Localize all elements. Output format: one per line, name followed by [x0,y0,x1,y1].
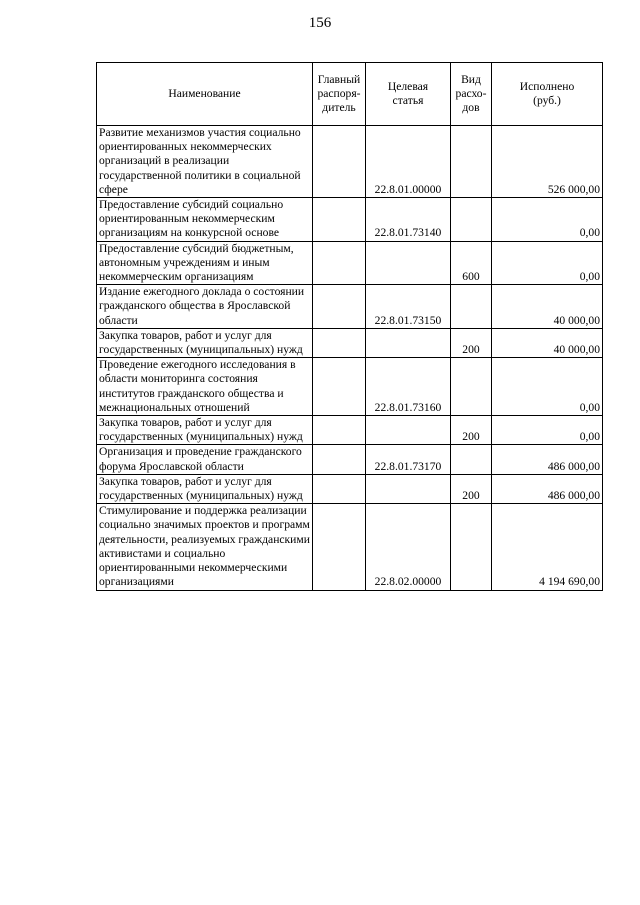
cell-sum: 486 000,00 [492,445,603,474]
cell-name: Закупка товаров, работ и услуг для государственных (муниципальных) нужд [97,474,313,503]
table-row [97,328,603,357]
header-code: Целевая статья [366,63,451,126]
cell-type: 200 [451,416,492,445]
cell-manager [313,474,366,503]
cell-code [366,328,451,357]
cell-sum: 4 194 690,00 [492,504,603,590]
cell-sum: 0,00 [492,241,603,285]
table-row [97,445,603,474]
cell-name: Издание ежегодного доклада о состоянии гражданского общества в Ярославской области [97,285,313,329]
cell-name: Организация и проведение гражданского форума Ярославской области [97,445,313,474]
cell-name: Закупка товаров, работ и услуг для государственных (муниципальных) нужд [97,416,313,445]
cell-sum: 0,00 [492,358,603,416]
table-body [97,126,603,591]
cell-code: 22.8.01.73160 [366,358,451,416]
cell-code [366,241,451,285]
table-row [97,504,603,590]
cell-sum: 526 000,00 [492,126,603,198]
header-type: Вид расхо- дов [451,63,492,126]
cell-type [451,445,492,474]
table-row [97,416,603,445]
cell-code: 22.8.01.00000 [366,126,451,198]
cell-sum: 40 000,00 [492,285,603,329]
cell-sum: 0,00 [492,198,603,242]
budget-table [96,62,603,591]
cell-code [366,416,451,445]
cell-code: 22.8.01.73150 [366,285,451,329]
cell-sum: 40 000,00 [492,328,603,357]
cell-manager [313,198,366,242]
table-header-row [97,63,603,126]
cell-code [366,474,451,503]
table-row [97,198,603,242]
cell-manager [313,445,366,474]
cell-manager [313,416,366,445]
table-row [97,474,603,503]
cell-code: 22.8.02.00000 [366,504,451,590]
cell-sum: 0,00 [492,416,603,445]
cell-name: Предоставление субсидий социально ориентированным некоммерческим организациям на конкурсной основе [97,198,313,242]
cell-code: 22.8.01.73140 [366,198,451,242]
cell-manager [313,504,366,590]
cell-type [451,285,492,329]
cell-type: 600 [451,241,492,285]
header-name: Наименование [97,63,313,126]
cell-type [451,358,492,416]
cell-manager [313,358,366,416]
cell-name: Предоставление субсидий бюджетным, автономным учреждениям и иным некоммерческим организациям [97,241,313,285]
cell-name: Стимулирование и поддержка реализации социально значимых проектов и программ деятельности, реализуемых гражданскими активистами и социально ориентированными некоммерческими организациями [97,504,313,590]
header-sum: Исполнено (руб.) [492,63,603,126]
cell-type [451,198,492,242]
cell-name: Развитие механизмов участия социально ориентированных некоммерческих организаций в реализации государственной политики в социальной сфере [97,126,313,198]
cell-type [451,126,492,198]
table-row [97,358,603,416]
table-row [97,241,603,285]
cell-manager [313,328,366,357]
table-row [97,126,603,198]
table-row [97,285,603,329]
cell-name: Закупка товаров, работ и услуг для государственных (муниципальных) нужд [97,328,313,357]
cell-name: Проведение ежегодного исследования в области мониторинга состояния институтов гражданского общества и межнациональных отношений [97,358,313,416]
cell-type: 200 [451,474,492,503]
header-manager: Главный распоря- дитель [313,63,366,126]
cell-manager [313,285,366,329]
cell-type [451,504,492,590]
cell-manager [313,241,366,285]
cell-sum: 486 000,00 [492,474,603,503]
cell-code: 22.8.01.73170 [366,445,451,474]
cell-type: 200 [451,328,492,357]
cell-manager [313,126,366,198]
page-number: 156 [308,15,332,31]
